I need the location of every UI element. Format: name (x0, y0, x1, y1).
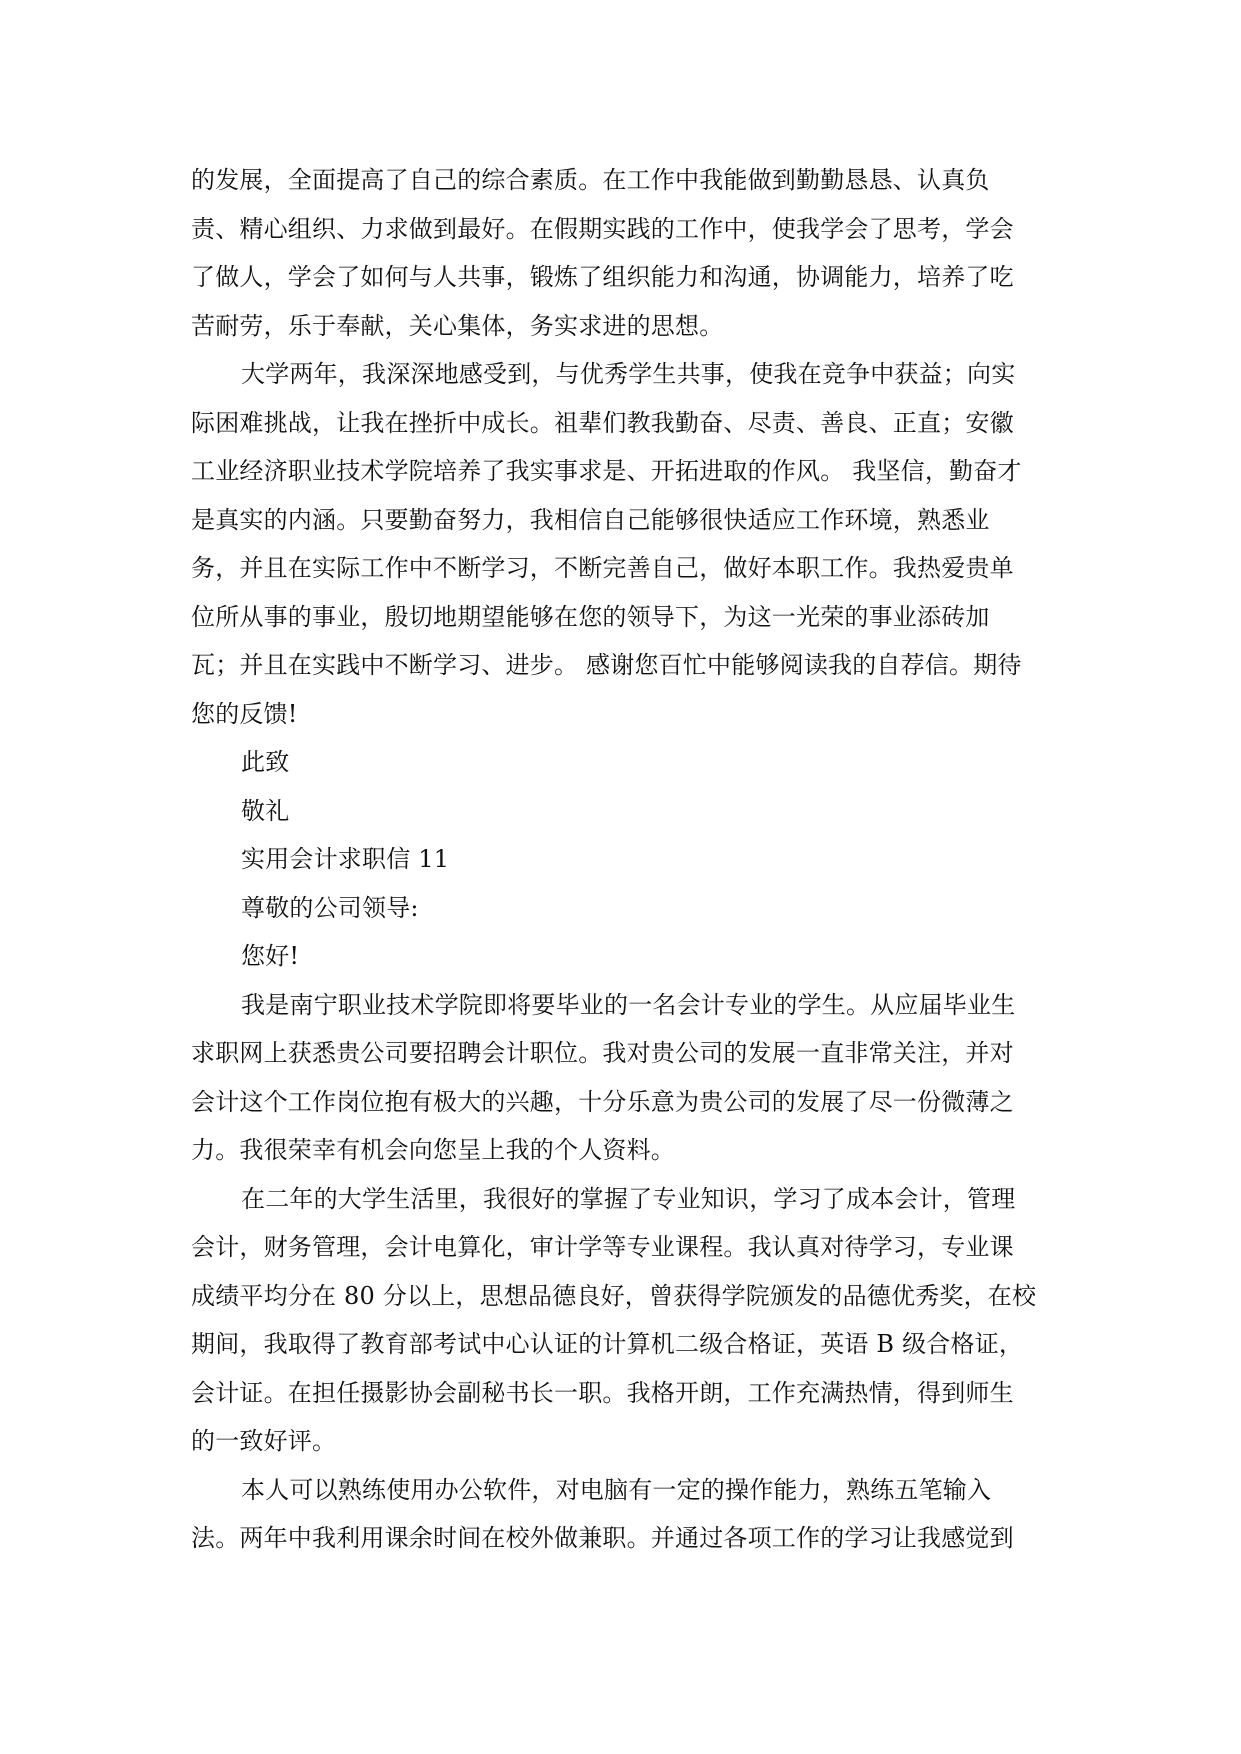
text-line: 瓦；并且在实践中不断学习、进步。 感谢您百忙中能够阅读我的自荐信。期待 (191, 651, 1022, 679)
text-line: 苦耐劳，乐于奉献，关心集体，务实求进的思想。 (191, 311, 724, 340)
text-line: 际困难挑战，让我在挫折中成长。祖辈们教我勤奋、尽责、善良、正直；安徽 (191, 408, 1014, 437)
letter-greeting: 您好! (241, 942, 300, 970)
text-line: 会计这个工作岗位抱有极大的兴趣，十分乐意为贵公司的发展了尽一份微薄之 (191, 1087, 1014, 1116)
text-line: 法。两年中我利用课余时间在校外做兼职。并通过各项工作的学习让我感觉到 (191, 1524, 1014, 1552)
closing-salutation: 敬礼 (241, 796, 290, 825)
text-line: 务，并且在实际工作中不断学习，不断完善自己，做好本职工作。我热爱贵单 (191, 554, 1014, 582)
text-line: 期间，我取得了教育部考试中心认证的计算机二级合格证，英语 B 级合格证， (191, 1330, 1024, 1358)
text-line: 会计证。在担任摄影协会副秘书长一职。我格开朗，工作充满热情，得到师生 (191, 1378, 1014, 1407)
text-line: 求职网上获悉贵公司要招聘会计职位。我对贵公司的发展一直非常关注，并对 (191, 1039, 1014, 1067)
text-line: 大学两年，我深深地感受到，与优秀学生共事，使我在竞争中获益；向实 (241, 360, 1016, 388)
text-line: 是真实的内涵。只要勤奋努力，我相信自己能够很快适应工作环境，熟悉业 (191, 505, 990, 534)
text-line: 我是南宁职业技术学院即将要毕业的一名会计专业的学生。从应届毕业生 (241, 990, 1016, 1019)
text-line: 您的反馈! (191, 699, 298, 728)
text-line: 成绩平均分在 80 分以上，思想品德良好，曾获得学院颁发的品德优秀奖，在校 (191, 1281, 1037, 1310)
text-line: 了做人，学会了如何与人共事，锻炼了组织能力和沟通，协调能力，培养了吃 (191, 263, 1014, 291)
letter-heading: 实用会计求职信 11 (241, 845, 450, 873)
text-line: 本人可以熟练使用办公软件，对电脑有一定的操作能力，熟练五笔输入 (241, 1475, 992, 1504)
text-line: 工业经济职业技术学院培养了我实事求是、开拓进取的作风。 我坚信，勤奋才 (191, 457, 1022, 485)
letter-greeting: 尊敬的公司领导: (241, 893, 419, 922)
text-line: 的发展，全面提高了自己的综合素质。在工作中我能做到勤勤恳恳、认真负 (191, 166, 990, 194)
document-body (191, 156, 1051, 1563)
closing-salutation: 此致 (241, 748, 290, 776)
text-line: 会计，财务管理，会计电算化，审计学等专业课程。我认真对待学习，专业课 (191, 1233, 1014, 1261)
text-line: 位所从事的事业，殷切地期望能够在您的领导下，为这一光荣的事业添砖加 (191, 602, 990, 631)
text-line: 责、精心组织、力求做到最好。在假期实践的工作中，使我学会了思考，学会 (191, 214, 1014, 243)
text-line: 力。我很荣幸有机会向您呈上我的个人资料。 (191, 1136, 675, 1164)
text-line: 在二年的大学生活里，我很好的掌握了专业知识，学习了成本会计，管理 (241, 1184, 1016, 1213)
text-line: 的一致好评。 (191, 1427, 337, 1455)
